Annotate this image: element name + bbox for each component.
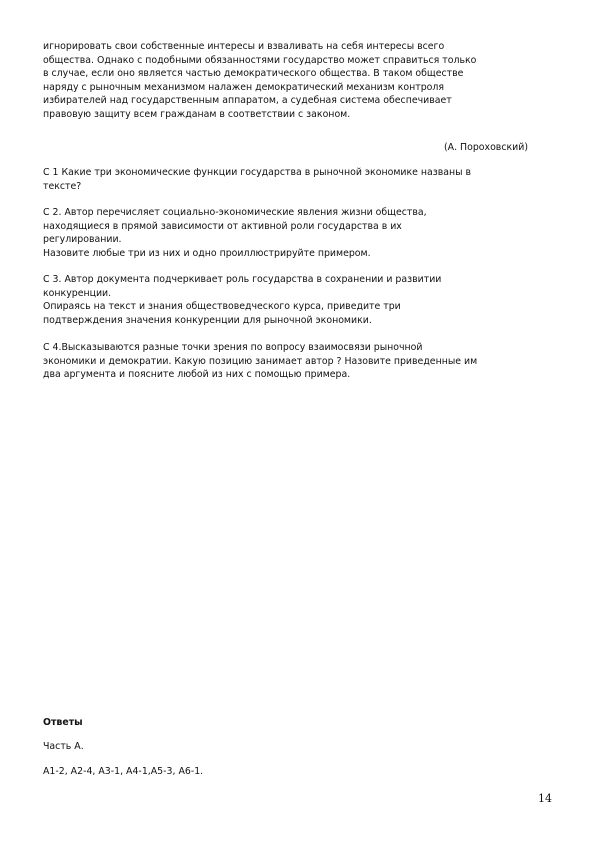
- intro-line: общества. Однако с подобными обязанностями государство может справиться только: [43, 54, 477, 66]
- author-attribution: (А. Пороховский): [444, 142, 528, 153]
- question-c3: [43, 273, 558, 327]
- intro-line: наряду с рыночным механизмом налажен демократический механизм контроля: [43, 81, 445, 93]
- question-line: С 1 Какие три экономические функции государства в рыночной экономике названы в: [43, 167, 472, 178]
- answers-list: А1-2, А2-4, А3-1, А4-1,А5-3, А6-1.: [43, 766, 204, 777]
- question-line: С 2. Автор перечисляет социально-экономические явления жизни общества,: [43, 207, 427, 218]
- question-line: регулировании.: [43, 234, 122, 246]
- intro-line: правовую защиту всем гражданам в соответствии с законом.: [43, 108, 351, 120]
- question-line: экономики и демократии. Какую позицию занимает автор ? Назовите приведенные им: [43, 355, 478, 367]
- question-line: тексте?: [43, 180, 82, 192]
- answers-heading: Ответы: [43, 717, 83, 728]
- question-line: Назовите любые три из них и одно проиллюстрируйте примером.: [43, 247, 371, 259]
- intro-paragraph: [43, 40, 558, 122]
- page-number: 14: [538, 792, 552, 805]
- question-c2: [43, 206, 558, 260]
- question-line: два аргумента и поясните любой из них с помощью примера.: [43, 369, 351, 381]
- question-c4: [43, 341, 558, 382]
- intro-line: избирателей над государственным аппаратом, а судебная система обеспечивает: [43, 95, 452, 107]
- question-c1: [43, 166, 558, 193]
- question-line: подтверждения значения конкуренции для рыночной экономики.: [43, 314, 372, 326]
- question-line: С 3. Автор документа подчеркивает роль государства в сохранении и развитии: [43, 274, 442, 285]
- question-line: Опираясь на текст и знания обществоведческого курса, приведите три: [43, 301, 401, 313]
- question-line: находящиеся в прямой зависимости от активной роли государства в их: [43, 220, 402, 232]
- question-line: С 4.Высказываются разные точки зрения по вопросу взаимосвязи рыночной: [43, 342, 423, 353]
- question-line: конкуренции.: [43, 287, 112, 299]
- answers-part-label: Часть А.: [43, 741, 84, 752]
- intro-line: в случае, если оно является частью демократического общества. В таком обществе: [43, 68, 464, 80]
- intro-line: игнорировать свои собственные интересы и взваливать на себя интересы всего: [43, 41, 445, 52]
